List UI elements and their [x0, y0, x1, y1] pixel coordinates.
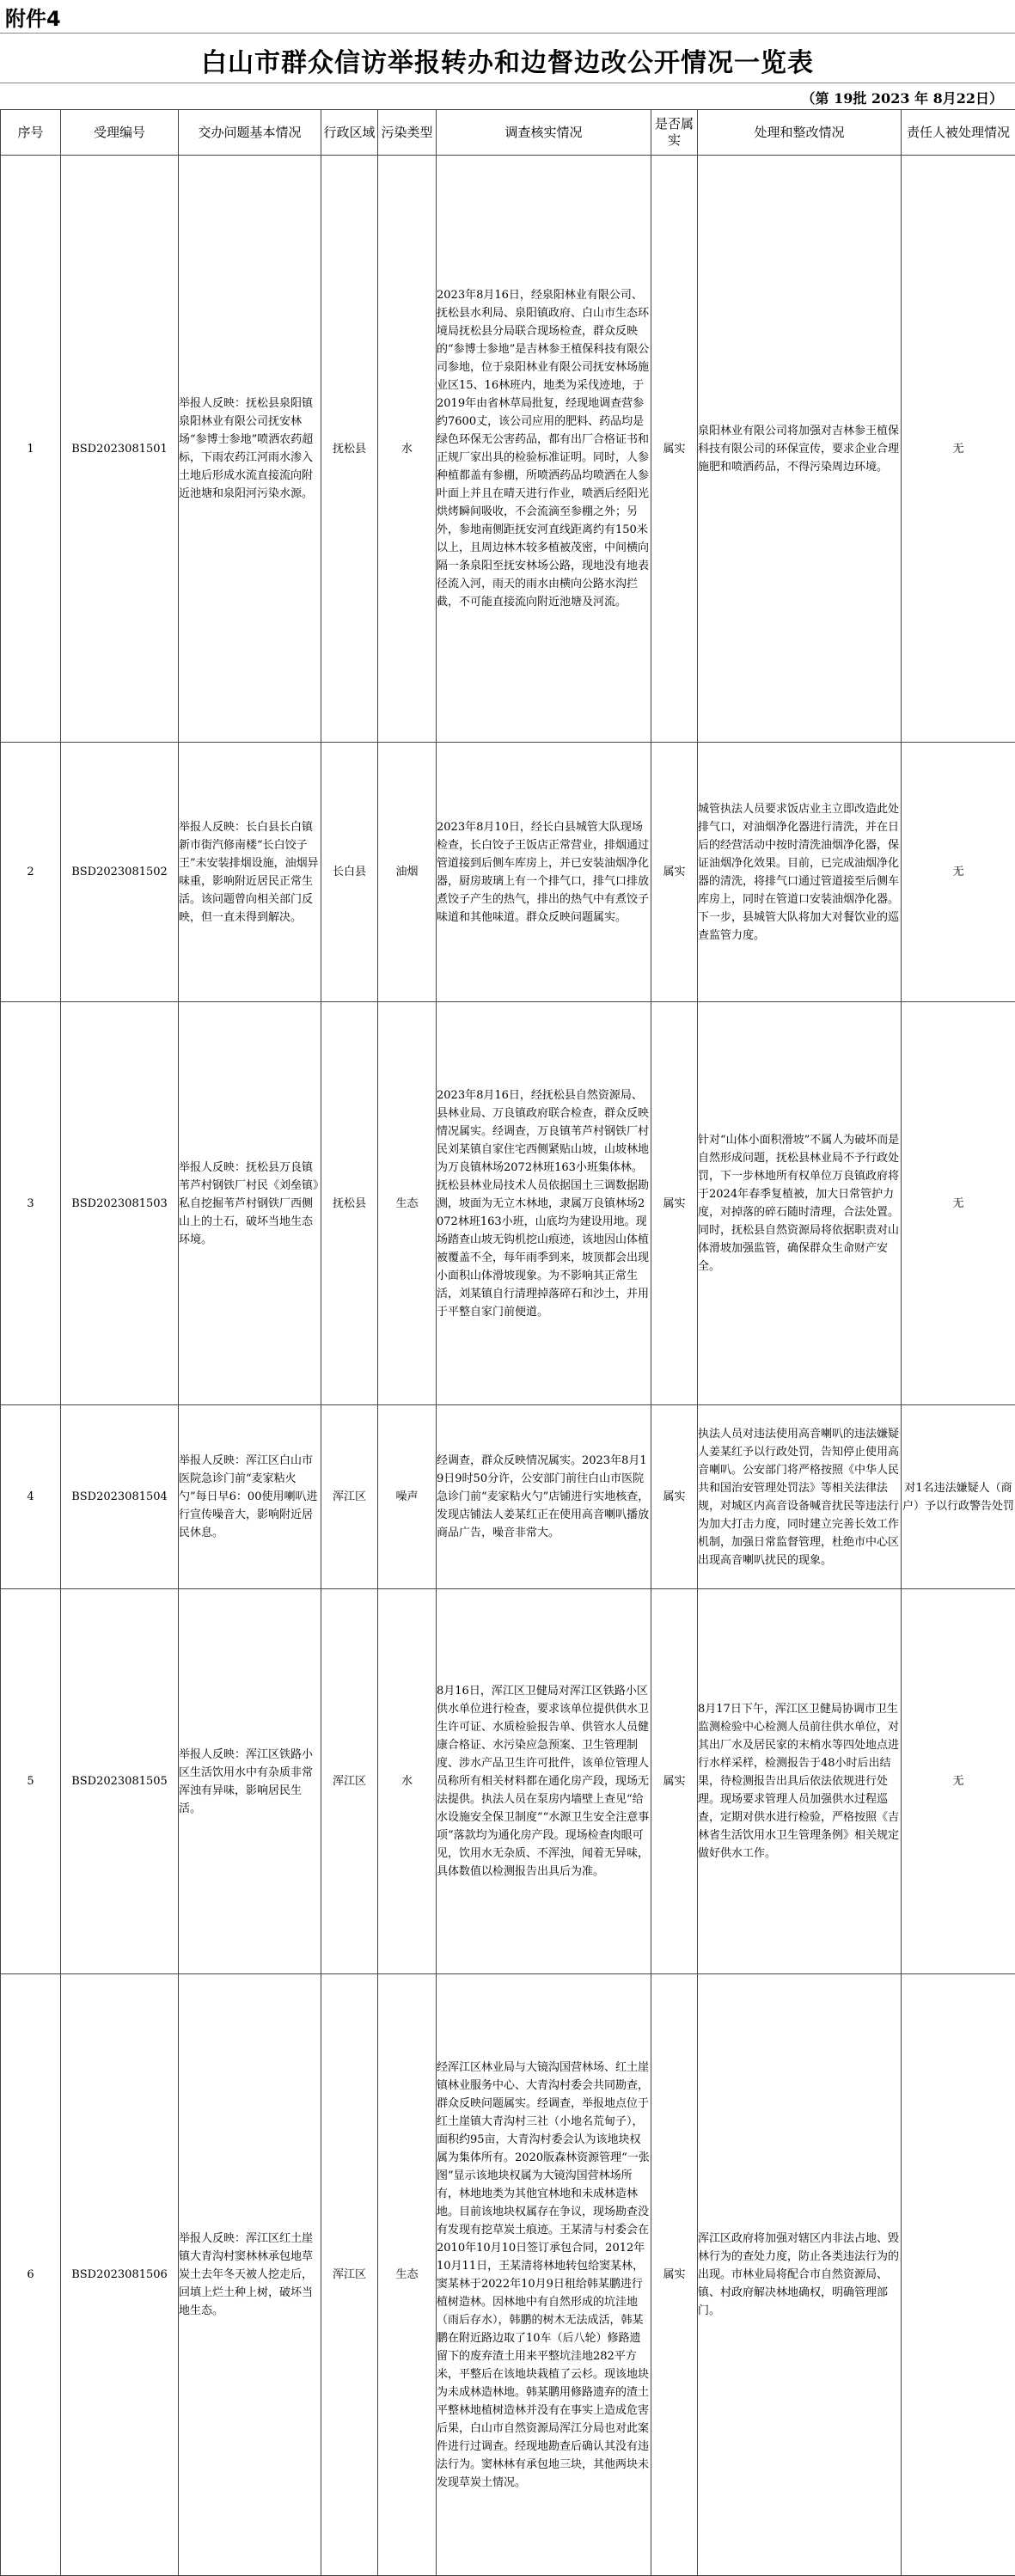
- case-code: BSD2023081505: [61, 1589, 179, 1974]
- table-row: [1, 1002, 1015, 1405]
- verified-status: 属实: [651, 156, 698, 743]
- pollution-type: 水: [378, 1589, 437, 1974]
- column-header: 序号: [1, 110, 61, 156]
- table-row: [1, 1589, 1015, 1974]
- handling-text: 执法人员对违法使用高音喇叭的违法嫌疑人姜某红予以行政处罚，告知停止使用高音喇叭。公安部门将严格按照《中华人民共和国治安管理处罚法》等相关法律法规，对城区内高音设备喊音扰民等违法行为加大打击力度，同时建立完善长效工作机制，加强日常监督管理，杜绝市中心区出现高音喇叭扰民的现象。: [698, 1405, 902, 1589]
- issue-description: 举报人反映：长白县长白镇新市街汽修南楼“长白饺子王”未安装排烟设施，油烟异味重，影响附近居民正常生活。该问题曾向相关部门反映，但一直未得到解决。: [179, 743, 321, 1002]
- column-header: 行政区域: [321, 110, 378, 156]
- row-number: 6: [1, 1974, 61, 2576]
- column-header: 是否属实: [651, 110, 698, 156]
- responsible-handling: 对1名违法嫌疑人（商户）予以行政警告处罚: [902, 1405, 1015, 1589]
- responsible-handling: 无: [902, 1589, 1015, 1974]
- region: 长白县: [321, 743, 378, 1002]
- case-code: BSD2023081502: [61, 743, 179, 1002]
- table-row: [1, 743, 1015, 1002]
- table-row: [1, 1974, 1015, 2576]
- pollution-type: 生态: [378, 1002, 437, 1405]
- verified-status: 属实: [651, 1589, 698, 1974]
- region: 抚松县: [321, 156, 378, 743]
- table-header-row: [1, 110, 1015, 156]
- column-header: 受理编号: [61, 110, 179, 156]
- column-header: 交办问题基本情况: [179, 110, 321, 156]
- investigation-text: 2023年8月10日，经长白县城管大队现场检查，长白饺子王饭店正常营业，排烟通过管道接到后侧车库房上，并已安装油烟净化器，厨房玻璃上有一个排气口，排气口排放煮饺子产生的热气，排出的热气中有煮饺子味道和其他味道。群众反映问题属实。: [437, 743, 651, 1002]
- region: 浑江区: [321, 1405, 378, 1589]
- handling-text: 浑江区政府将加强对辖区内非法占地、毁林行为的查处力度，防止各类违法行为的出现。市林业局将配合市自然资源局、镇、村政府解决林地确权，明确管理部门。: [698, 1974, 902, 2576]
- handling-text: 泉阳林业有限公司将加强对吉林参王植保科技有限公司的环保宣传，要求企业合理施肥和喷洒药品，不得污染周边环境。: [698, 156, 902, 743]
- investigation-text: 经调查，群众反映情况属实。2023年8月19日9时50分许，公安部门前往白山市医院急诊门前“麦家粘火勺”店铺进行实地核查，发现店铺法人姜某红正在使用高音喇叭播放商品广告，噪音非常大。: [437, 1405, 651, 1589]
- issue-description: 举报人反映：浑江区铁路小区生活饮用水中有杂质非常浑浊有异味，影响居民生活。: [179, 1589, 321, 1974]
- column-header: 调查核实情况: [437, 110, 651, 156]
- issue-description: 举报人反映：抚松县万良镇苇芦村钢铁厂村民《刘垒镇》私自挖掘苇芦村钢铁厂西侧山上的土石，破坏当地生态环境。: [179, 1002, 321, 1405]
- row-number: 5: [1, 1589, 61, 1974]
- petition-table: [0, 109, 1015, 2576]
- handling-text: 针对“山体小面积滑坡”不属人为破坏而是自然形成问题，抚松县林业局不予行政处罚，下一步林地所有权单位万良镇政府将于2024年春季复植被，加大日常管护力度，对掉落的碎石随时清理，合法处置。同时，抚松县自然资源局将依据职责对山体滑坡加强监管，确保群众生命财产安全。: [698, 1002, 902, 1405]
- investigation-text: 经浑江区林业局与大镜沟国营林场、红土崖镇林业服务中心、大青沟村委会共同勘查，群众反映问题属实。经调查，举报地点位于红土崖镇大青沟村三社（小地名荒甸子），面积约95亩，大青沟村委会认为该地块权属为集体所有。2020版森林资源管理“一张图”显示该地块权属为大镜沟国营林场所有，林地地类为其他宜林地和未成林造林地。目前该地块权属存在争议，现场勘查没有发现有挖草炭土痕迹。王某清与村委会在2010年10月10日签订承包合同，2012年10月11日，王某清将林地转包给窦某林，窦某林于2022年10月9日租给韩某鹏进行植树造林。因林地中有自然形成的坑洼地（雨后存水），韩鹏的树木无法成活，韩某鹏在附近路边取了10车（后八轮）修路遗留下的废弃渣土用来平整坑洼地282平方米，平整后在该地块栽植了云杉。现该地块为未成林造林地。韩某鹏用修路遗弃的渣土平整林地植树造林并没有在事实上造成危害后果，白山市自然资源局浑江分局也对此案件进行过调查。经现地勘查后确认其没有违法行为。窦林林有承包地三块，其他两块未发现草炭土情况。: [437, 1974, 651, 2576]
- verified-status: 属实: [651, 1002, 698, 1405]
- responsible-handling: 无: [902, 743, 1015, 1002]
- column-header: 责任人被处理情况: [902, 110, 1015, 156]
- batch-info: （第 19批 2023 年 8月22日）: [802, 88, 1003, 107]
- responsible-handling: 无: [902, 1002, 1015, 1405]
- investigation-text: 2023年8月16日，经抚松县自然资源局、县林业局、万良镇政府联合检查，群众反映情况属实。经调查，万良镇苇芦村钢铁厂村民刘某镇自家住宅西侧紧贴山坡，山坡林地为万良镇林场2072林班163小班集体林。抚松县林业局技术人员依据国土三调数据勘测，坡面为无立木林地，隶属万良镇林场2072林班163小班，山底均为建设用地。现场踏查山坡无钩机挖山痕迹，该地因山体植被覆盖不全，每年雨季到来，坡顶都会出现小面积山体滑坡现象。为不影响其正常生活，刘某镇自行清理掉落碎石和沙土，并用于平整自家门前便道。: [437, 1002, 651, 1405]
- region: 抚松县: [321, 1002, 378, 1405]
- case-code: BSD2023081501: [61, 156, 179, 743]
- case-code: BSD2023081503: [61, 1002, 179, 1405]
- divider: [0, 33, 1015, 34]
- row-number: 3: [1, 1002, 61, 1405]
- row-number: 1: [1, 156, 61, 743]
- pollution-type: 水: [378, 156, 437, 743]
- issue-description: 举报人反映：抚松县泉阳镇泉阳林业有限公司抚安林场“参博士参地”喷洒农药超标，下雨农药江河雨水渗入土地后形成水流直接流向附近池塘和泉阳河污染水源。: [179, 156, 321, 743]
- issue-description: 举报人反映：浑江区红土崖镇大青沟村窦林林承包地草炭土去年冬天被人挖走后，回填上烂土种上树，破坏当地生态。: [179, 1974, 321, 2576]
- verified-status: 属实: [651, 1405, 698, 1589]
- page-title: 白山市群众信访举报转办和边督边改公开情况一览表: [0, 41, 1015, 79]
- column-header: 污染类型: [378, 110, 437, 156]
- row-number: 4: [1, 1405, 61, 1589]
- responsible-handling: 无: [902, 156, 1015, 743]
- investigation-text: 8月16日，浑江区卫健局对浑江区铁路小区供水单位进行检查，要求该单位提供供水卫生许可证、水质检验报告单、供管水人员健康合格证、水污染应急预案、卫生管理制度、涉水产品卫生许可批件，该单位管理人员称所有相关材料都在通化房产段，现场无法提供。执法人员在泵房内墙壁上查见“给水设施安全保卫制度”“水源卫生安全注意事项”落款均为通化房产段。现场检查肉眼可见，饮用水无杂质、不浑浊，闻着无异味，具体数值以检测报告出具后为准。: [437, 1589, 651, 1974]
- table-row: [1, 1405, 1015, 1589]
- verified-status: 属实: [651, 1974, 698, 2576]
- handling-text: 8月17日下午，浑江区卫健局协调市卫生监测检验中心检测人员前往供水单位，对其出厂水及居民家的末梢水等四处地点进行水样采样，检测报告于48小时后出结果，待检测报告出具后依法依规进行处理。现场要求管理人员加强供水过程巡查，定期对供水进行检验，严格按照《吉林省生活饮用水卫生管理条例》相关规定做好供水工作。: [698, 1589, 902, 1974]
- column-header: 处理和整改情况: [698, 110, 902, 156]
- pollution-type: 噪声: [378, 1405, 437, 1589]
- region: 浑江区: [321, 1589, 378, 1974]
- region: 浑江区: [321, 1974, 378, 2576]
- pollution-type: 生态: [378, 1974, 437, 2576]
- investigation-text: 2023年8月16日，经泉阳林业有限公司、抚松县水利局、泉阳镇政府、白山市生态环境局抚松县分局联合现场检查，群众反映的“参博士参地”是吉林参王植保科技有限公司参地，位于泉阳林业有限公司抚安林场施业区15、16林班内，地类为采伐迹地，于2019年由省林草局批复，经现地调查营参约7600丈，该公司应用的肥料、药品均是绿色环保无公害药品，都有出厂合格证书和正规厂家出具的检验标准证明。同时，人参种植都盖有参棚，所喷洒药品均喷洒在人参叶面上并且在晴天进行作业，喷洒后经阳光烘烤瞬间吸收，不会流滴至参棚之外；另外，参地南侧距抚安河直线距离约有150米以上，且周边林木较多植被茂密，中间横向隔一条泉阳至抚安林场公路，现地没有地表径流入河，雨天的雨水由横向公路水沟拦截，不可能直接流向附近池塘及河流。: [437, 156, 651, 743]
- case-code: BSD2023081504: [61, 1405, 179, 1589]
- pollution-type: 油烟: [378, 743, 437, 1002]
- annex-label: 附件4: [5, 2, 61, 32]
- issue-description: 举报人反映：浑江区白山市医院急诊门前“麦家粘火勺”每日早6：00使用喇叭进行宣传噪音大，影响附近居民休息。: [179, 1405, 321, 1589]
- row-number: 2: [1, 743, 61, 1002]
- verified-status: 属实: [651, 743, 698, 1002]
- handling-text: 城管执法人员要求饭店业主立即改造此处排气口，对油烟净化器进行清洗，并在日后的经营活动中按时清洗油烟净化器，保证油烟净化效果。目前，已完成油烟净化器的清洗，将排气口通过管道接至后侧车库房上，同时在管道口安装油烟净化器。下一步，县城管大队将加大对餐饮业的巡查监管力度。: [698, 743, 902, 1002]
- table-row: [1, 156, 1015, 743]
- responsible-handling: [902, 1974, 1015, 2576]
- case-code: BSD2023081506: [61, 1974, 179, 2576]
